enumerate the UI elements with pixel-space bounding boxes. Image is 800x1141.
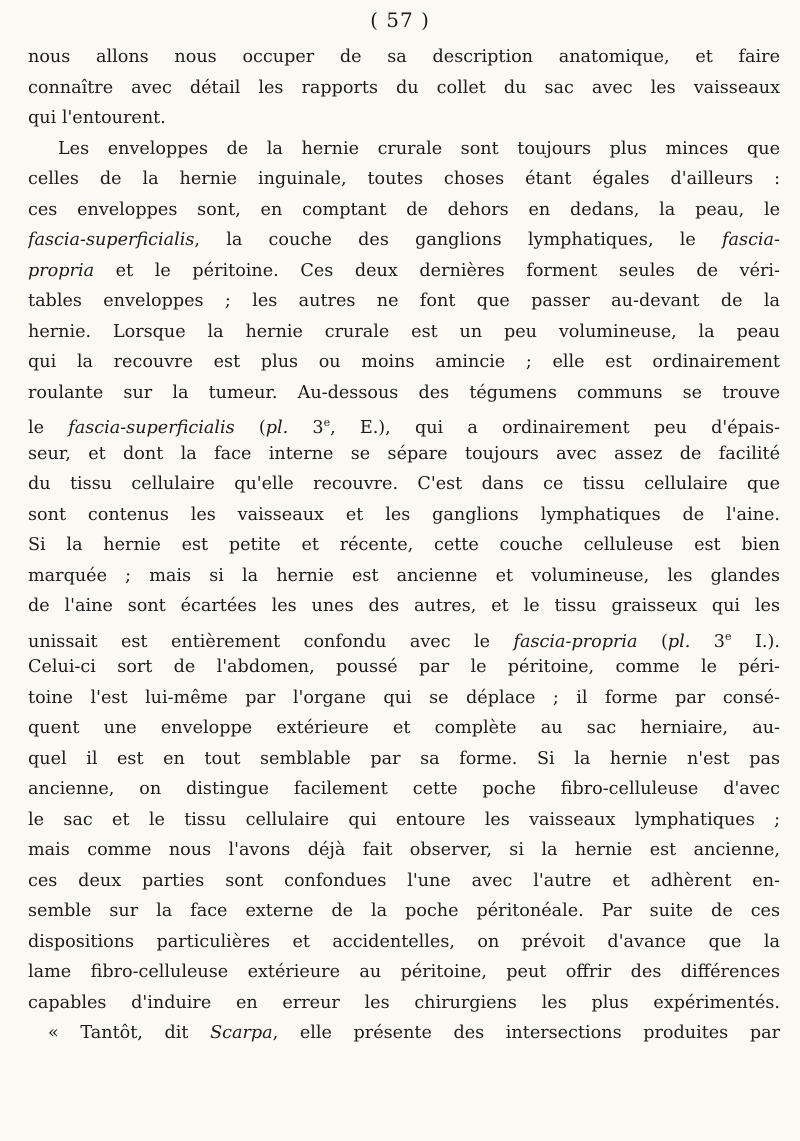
page-number: ( 57 ) [370,8,430,32]
text-run: nous allons nous occuper de sa description anatomique, et faire [28,47,780,67]
text-run: le [28,417,69,438]
text-line [28,927,780,958]
superscript: e [725,629,732,643]
text-line [28,988,780,1019]
body-text [28,42,780,1049]
italic-term: Scarpa [210,1023,273,1043]
text-run: quent une enveloppe extérieure et complète au sac herniaire, au- [28,718,780,738]
text-run: , E.), qui a ordinairement peu d'épais- [330,417,780,438]
text-line [28,805,780,836]
text-run: qui l'entourent. [28,108,166,128]
text-run: « Tantôt, dit [48,1023,211,1043]
italic-term: fascia-superficialis [28,230,195,250]
italic-term: propria [28,260,95,281]
text-line [28,713,780,744]
text-line [28,500,780,531]
text-run: semble sur la face externe de la poche péritonéale. Par suite de ces [28,901,780,921]
text-run: sont contenus les vaisseaux et les ganglions lymphatiques de l'aine. [28,504,780,525]
text-run: Celui-ci sort de l'abdomen, poussé par le péritoine, comme le péri- [28,657,780,677]
text-run: ( [234,417,266,438]
text-run: et le péritoine. Ces deux dernières forment seules de véri- [94,260,780,281]
text-line [28,622,780,653]
text-line [28,164,780,195]
text-run: Les enveloppes de la hernie crurale sont toujours plus minces que [58,138,780,159]
text-line [28,835,780,866]
text-run: le sac et le tissu cellulaire qui entoure les vaisseaux lymphatiques ; [28,809,780,830]
text-run: ancienne, on distingue facilement cette poche fibro-celluleuse d'avec [28,779,780,799]
text-run: seur, et dont la face interne se sépare toujours avec assez de facilité [28,443,780,464]
text-run: ces deux parties sont confondues l'une avec l'autre et adhèrent en- [28,870,780,891]
text-run: quel il est en tout semblable par sa forme. Si la hernie n'est pas [28,748,780,769]
text-line [28,286,780,317]
text-line [28,469,780,500]
italic-term: fascia- [722,230,780,250]
text-line [28,256,780,287]
text-run: qui la recouvre est plus ou moins amincie ; elle est ordinairement [28,352,780,372]
text-run: connaître avec détail les rapports du collet du sac avec les vaisseaux [28,77,780,98]
text-run: dispositions particulières et accidentelles, on prévoit d'avance que la [28,931,780,952]
italic-term: pl. [265,417,289,438]
text-line [28,561,780,592]
text-line [28,347,780,378]
text-run: 3 [690,631,725,652]
text-run: toine l'est lui-même par l'organe qui se déplace ; il forme par consé- [28,687,780,708]
superscript: e [323,416,331,429]
text-line [28,683,780,714]
text-line [28,439,780,470]
text-run: hernie. Lorsque la hernie crurale est un peu volumineuse, la peau [28,321,780,342]
italic-term: fascia-superficialis [68,417,235,438]
text-line [28,42,780,73]
text-run: tables enveloppes ; les autres ne font que passer au-devant de la [28,291,780,311]
italic-term: fascia-propria [513,631,638,652]
text-run: ( [637,631,668,652]
text-run: celles de la hernie inguinale, toutes choses étant égales d'ailleurs : [28,169,780,189]
text-line [28,652,780,683]
text-line [28,317,780,348]
text-line [28,134,780,165]
text-line [28,73,780,104]
italic-term: pl. [667,631,691,652]
text-line [28,408,780,439]
text-line [28,866,780,897]
text-run: , la couche des ganglions lymphatiques, le [194,230,723,250]
text-run: lame fibro-celluleuse extérieure au péritoine, peut offrir des différences [28,962,780,982]
text-line [28,744,780,775]
text-line [28,225,780,256]
text-line [28,378,780,409]
text-line [28,957,780,988]
text-run: 3 [288,417,324,438]
text-run: , elle présente des intersections produites par [272,1023,780,1043]
text-run: roulante sur la tumeur. Au-dessous des tégumens communs se trouve [28,382,780,403]
text-run: ces enveloppes sont, en comptant de dehors en dedans, la peau, le [28,199,780,220]
text-run: capables d'induire en erreur les chirurgiens les plus expérimentés. [28,992,780,1013]
text-line [28,774,780,805]
text-run: I.). [731,631,780,652]
text-run: de l'aine sont écartées les unes des autres, et le tissu graisseux qui les [28,596,780,616]
text-line [28,195,780,226]
text-run: unissait est entièrement confondu avec le [28,631,514,652]
text-line [28,1018,780,1049]
text-line [28,103,780,134]
text-line [28,591,780,622]
text-line [28,530,780,561]
text-run: du tissu cellulaire qu'elle recouvre. C'est dans ce tissu cellulaire que [28,474,780,494]
text-line [28,896,780,927]
text-run: mais comme nous l'avons déjà fait observer, si la hernie est ancienne, [28,840,780,860]
text-run: marquée ; mais si la hernie est ancienne et volumineuse, les glandes [28,565,780,586]
text-run: Si la hernie est petite et récente, cette couche celluleuse est bien [28,535,780,555]
